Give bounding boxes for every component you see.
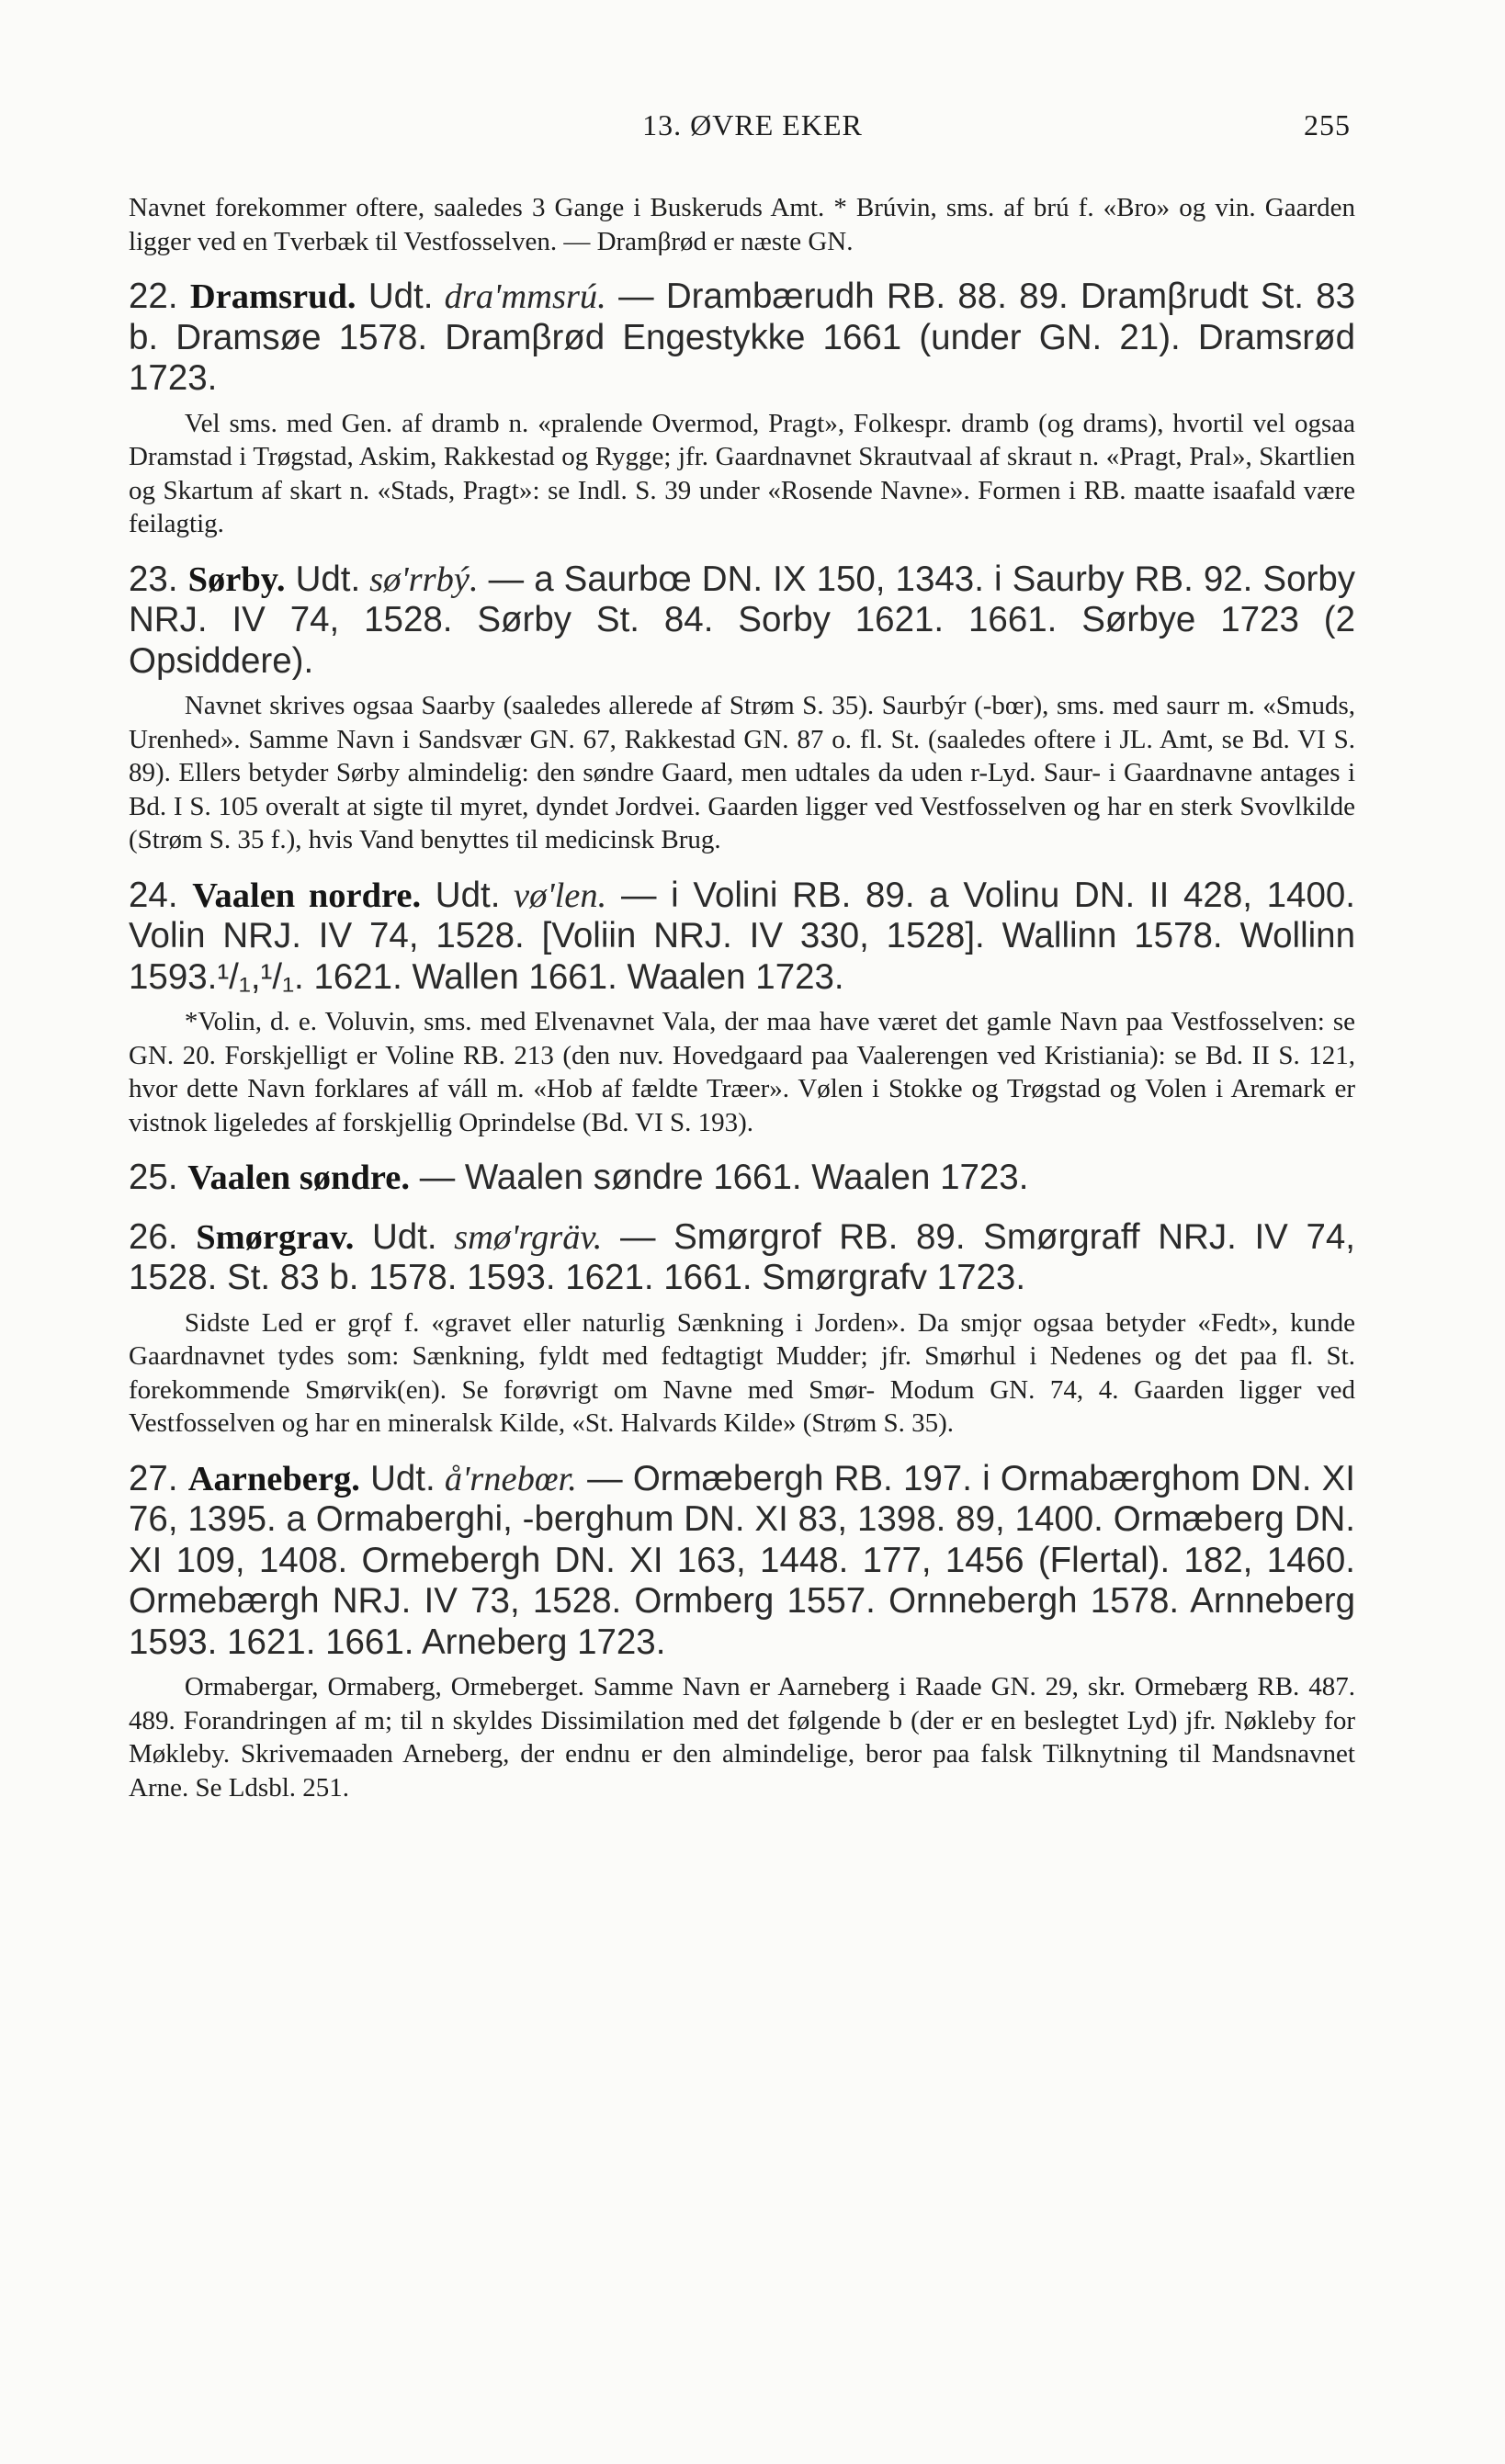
entry-24-forms: — i Volini RB. 89. a Volinu DN. II 428, 1400. Volin NRJ. IV 74, 1528. [Voliin NRJ. IV 330, 1528]. Wallinn 1578. Wollinn 1593.¹/₁,¹/₁. 1621. Wallen 1661. Waalen 1723. [129, 875, 1355, 997]
entry-22-udt: Udt. [356, 277, 434, 316]
page-number: 255 [1304, 108, 1351, 141]
entry-23-number: 23. [129, 559, 178, 599]
entry-26-number: 26. [129, 1216, 178, 1257]
text-body [129, 191, 1355, 1804]
entry-25-name: Vaalen søndre. [187, 1159, 410, 1197]
entry-22-pronunciation: dra'mmsrú. [433, 277, 606, 316]
entry-24-note: *Volin, d. e. Voluvin, sms. med Elvenavnet Vala, der maa have været det gamle Navn paa Vestfosselven: se GN. 20. Forskjelligt er Voline RB. 213 (den nuv. Hovedgaard paa Vaalerengen ved Kristiania): se Bd. II S. 121, hvor dette Navn forklares af váll m. «Hob af fældte Træer». Vølen i Stokke og Trøgstad og Volen i Aremark er vistnok ligeledes af forskjellig Oprindelse (Bd. VI S. 193). [129, 1007, 1355, 1137]
entry-25 [129, 1158, 1355, 1199]
entry-24-name: Vaalen nordre. [192, 876, 422, 915]
entry-27 [129, 1459, 1355, 1805]
entry-24-heading [129, 876, 1355, 999]
entry-25-number: 25. [129, 1158, 178, 1197]
entry-23-heading [129, 559, 1355, 683]
entry-23-note: Navnet skrives ogsaa Saarby (saaledes allerede af Strøm S. 35). Saurbýr (-bœr), sms. med saurr m. «Smuds, Urenhed». Samme Navn i Sandsvær GN. 67, Rakkestad GN. 87 o. fl. St. (saaledes oftere i JL. Amt, se Bd. VI S. 89). Ellers betyder Sørby almindelig: den søndre Gaard, men udtales da uden r-Lyd. Saur- i Gaardnavne antages i Bd. I S. 105 overalt at sigte til myret, dyndet Jordvei. Gaarden ligger ved Vestfosselven og har en sterk Svovlkilde (Strøm S. 35 f.), hvis Vand benyttes til medicinsk Brug. [129, 691, 1355, 854]
entry-23-name: Sørby. [187, 559, 286, 599]
entry-27-heading [129, 1459, 1355, 1664]
entry-26-pronunciation: smø'rgräv. [436, 1217, 603, 1257]
entry-25-forms: — Waalen søndre 1661. Waalen 1723. [410, 1158, 1029, 1197]
entry-22-forms: — Drambærudh RB. 88. 89. Dramβrudt St. 83 b. Dramsøe 1578. Dramβrød Engestykke 1661 (under GN. 21). Dramsrød 1723. [129, 277, 1356, 398]
entry-26-udt: Udt. [354, 1216, 437, 1257]
intro-paragraph [129, 191, 1355, 258]
entry-26-heading [129, 1217, 1355, 1299]
entry-22-heading [129, 277, 1355, 400]
entry-27-note: Ormabergar, Ormaberg, Ormeberget. Samme Navn er Aarneberg i Raade GN. 29, skr. Ormebærg RB. 487. 489. Forandringen af m; til n skyldes Dissimilation med det følgende b (der er en beslegtet Lyd) jfr. Nøkleby for Møkleby. Skrivemaaden Arneberg, der endnu er den almindelige, beror paa falsk Tilknytning til Mandsnavnet Arne. Se Ldsbl. 251. [129, 1672, 1355, 1803]
entry-24-pronunciation: vø'len. [500, 876, 607, 915]
entry-27-udt: Udt. [359, 1458, 436, 1498]
entry-24-number: 24. [129, 875, 178, 915]
entry-25-heading [129, 1158, 1355, 1199]
entry-26-note: Sidste Led er grǫf f. «gravet eller naturlig Sænkning i Jorden». Da smjǫr ogsaa betyder «Fedt», kunde Gaardnavnet tydes som: Sænkning, fyldt med fedtagtigt Mudder; jfr. Smørhul i Nedenes og det paa fl. St. forekommende Smørvik(en). Se forøvrigt om Navne med Smør- Modum GN. 74, 4. Gaarden ligger ved Vestfosselven og har en mineralsk Kilde, «St. Halvards Kilde» (Strøm S. 35). [129, 1307, 1355, 1438]
entry-24 [129, 876, 1355, 1140]
entry-26-forms: — Smørgrof RB. 89. Smørgraff NRJ. IV 74, 1528. St. 83 b. 1578. 1593. 1621. 1661. Smørgrafv 1723. [129, 1216, 1355, 1297]
entry-23-pronunciation: sø'rrbý. [360, 559, 479, 599]
entry-26 [129, 1217, 1355, 1441]
entry-26-name: Smørgrav. [196, 1217, 355, 1257]
entry-22-note: Vel sms. med Gen. af dramb n. «pralende Overmod, Pragt», Folkespr. dramb (og drams), hvortil vel ogsaa Dramstad i Trøgstad, Askim, Rakkestad og Rygge; jfr. Gaardnavnet Skrautvaal af skraut n. «Pragt, Pral», Skartlien og Skartum af skart n. «Stads, Pragt»: se Indl. S. 39 under «Rosende Navne». Formen i RB. maatte isaafald være feilagtig. [129, 408, 1355, 538]
entry-22-number: 22. [129, 277, 178, 316]
entry-22-name: Dramsrud. [189, 277, 356, 316]
running-header [0, 108, 1505, 145]
entry-24-udt: Udt. [421, 875, 501, 915]
entry-27-forms: — Ormæbergh RB. 197. i Ormabærghom DN. XI 76, 1395. a Ormaberghi, -berghum DN. XI 83, 1398. 89, 1400. Ormæberg DN. XI 109, 1408. Ormebergh DN. XI 163, 1448. 177, 1456 (Flertal). 182, 1460. Ormebærgh NRJ. IV 73, 1528. Ormberg 1557. Ornnebergh 1578. Arnneberg 1593. 1621. 1661. Arneberg 1723. [129, 1458, 1355, 1662]
intro-text: Navnet forekommer oftere, saaledes 3 Gange i Buskeruds Amt. * Brúvin, sms. af brú f. «Bro» og vin. Gaarden ligger ved en Tverbæk til Vestfosselven. — Dramβrød er næste GN. [129, 193, 1355, 256]
entry-23 [129, 559, 1355, 857]
entry-23-forms: — a Saurbœ DN. IX 150, 1343. i Saurby RB. 92. Sorby NRJ. IV 74, 1528. Sørby St. 84. Sorby 1621. 1661. Sørbye 1723 (2 Opsiddere). [129, 559, 1355, 681]
entry-27-pronunciation: å'rnebœr. [435, 1459, 577, 1498]
entry-22 [129, 277, 1355, 541]
entry-27-number: 27. [129, 1458, 178, 1498]
entry-23-udt: Udt. [285, 559, 361, 599]
entry-27-name: Aarneberg. [187, 1459, 360, 1498]
running-title: 13. ØVRE EKER [642, 108, 863, 141]
